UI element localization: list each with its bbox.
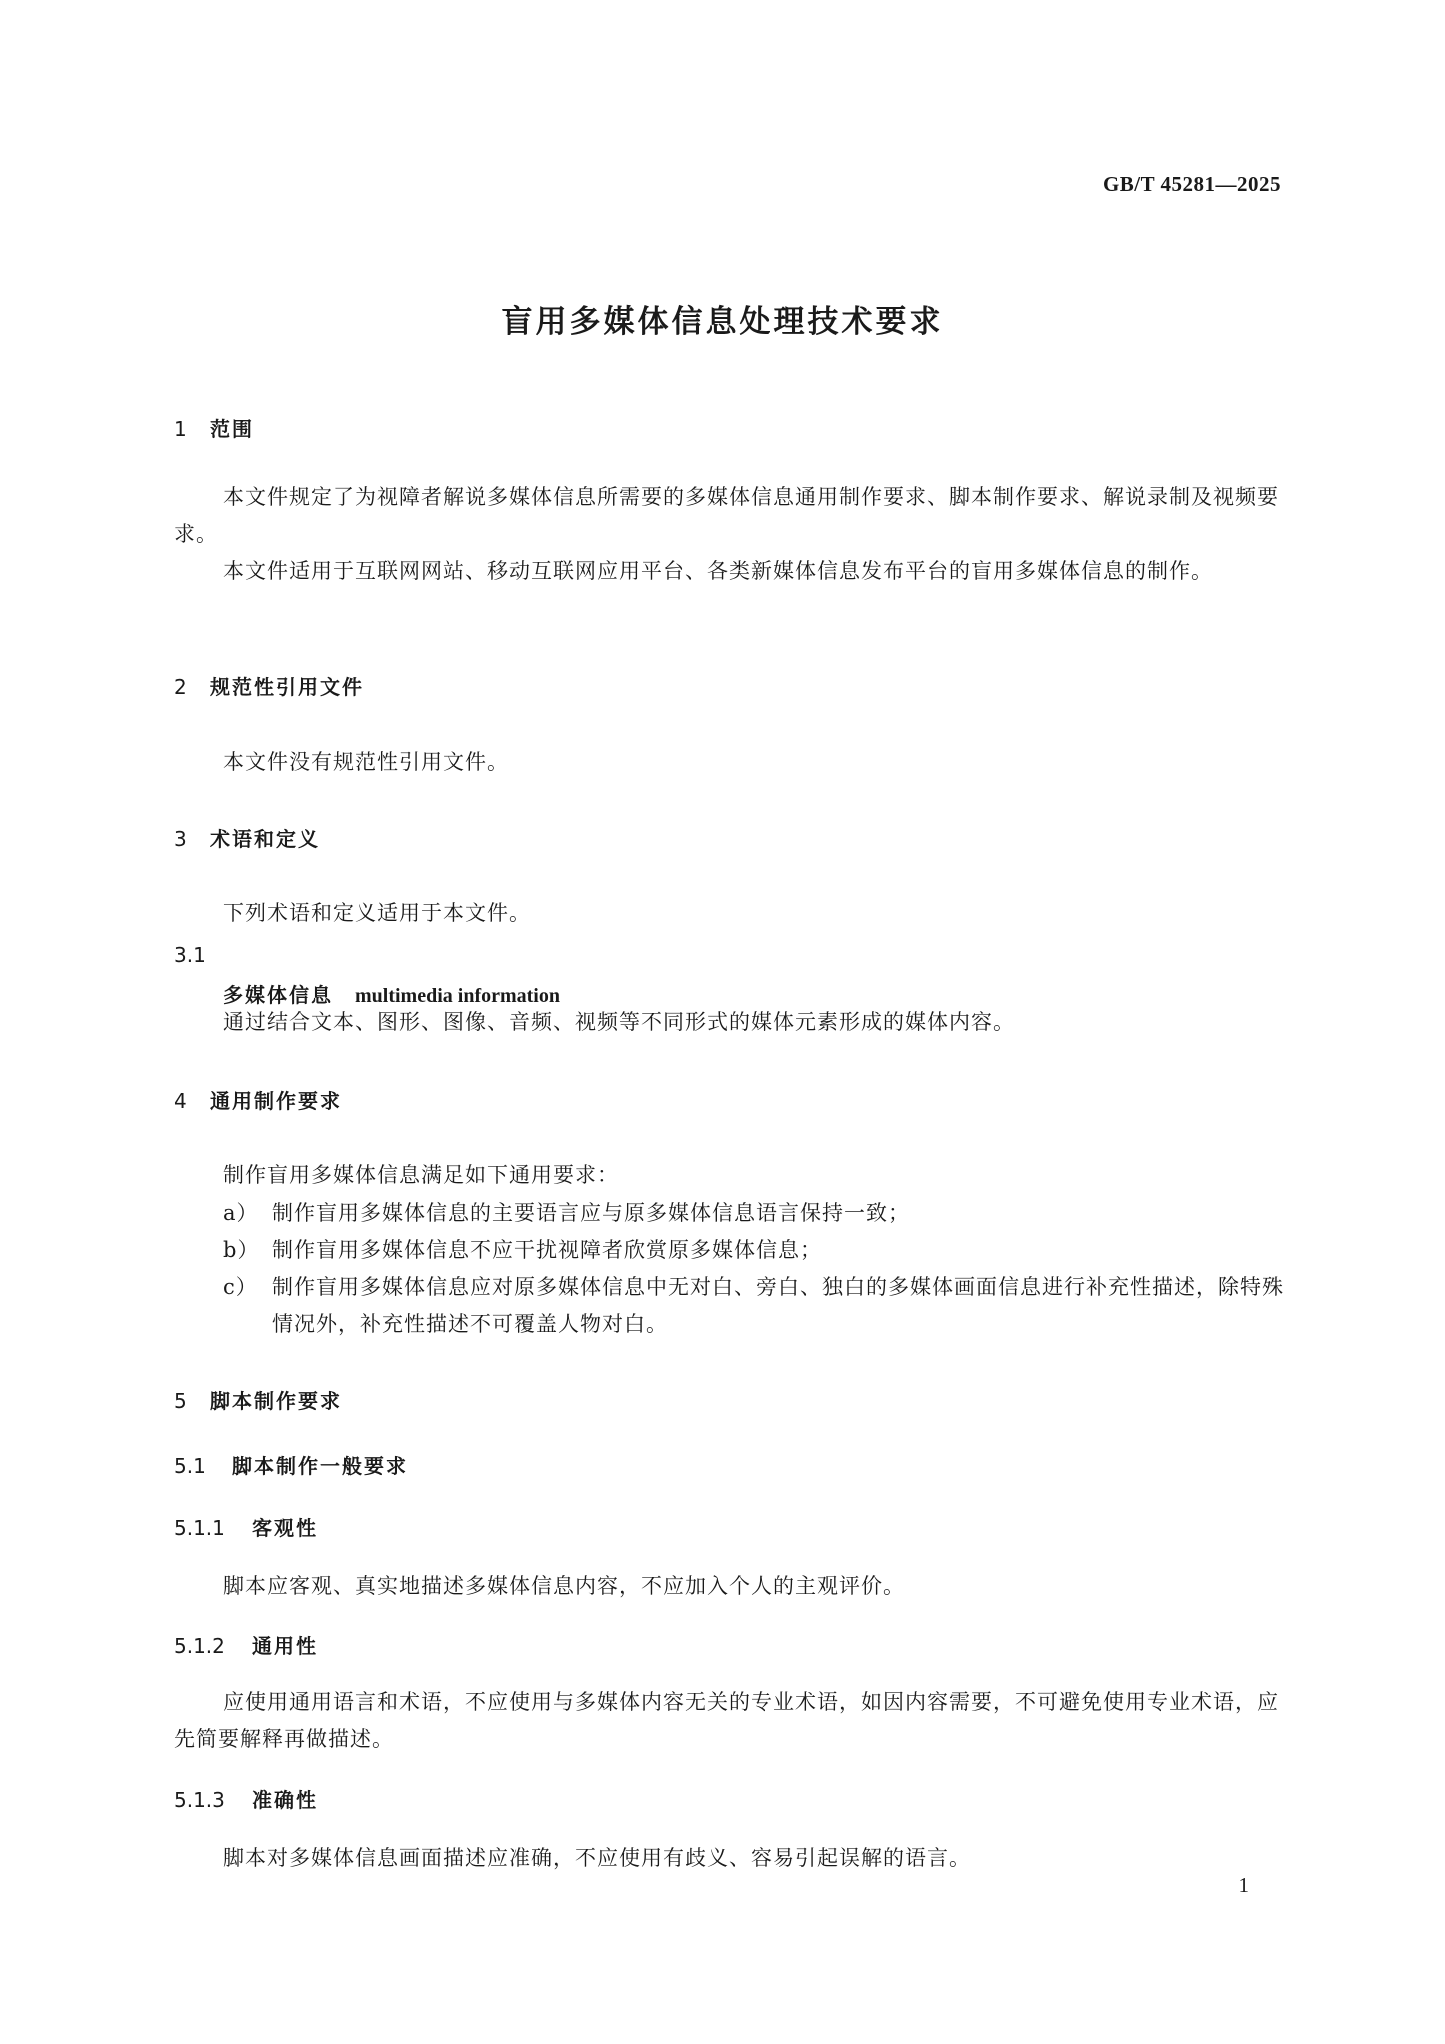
section-title: 脚本制作一般要求 [232,1454,408,1478]
document-title: 盲用多媒体信息处理技术要求 [501,304,944,340]
generality-paragraph: 应使用通用语言和术语，不应使用与多媒体内容无关的专业术语，如因内容需要，不可避免使用专业术语，应先简要解释再做描述。 [174,1690,1279,1751]
section-number: 2 [174,675,187,699]
section-5-heading [174,1385,342,1414]
section-title: 规范性引用文件 [210,675,364,699]
section-5-1-1-heading [174,1512,318,1541]
list-text: 制作盲用多媒体信息的主要语言应与原多媒体信息语言保持一致； [272,1201,910,1225]
section-5-1-heading [174,1450,408,1479]
list-marker: b） [223,1238,260,1262]
section-title: 范围 [210,417,254,441]
list-marker: c） [223,1275,258,1299]
section-number: 5.1.1 [174,1516,225,1540]
list-item [223,1269,1286,1343]
section-number: 3 [174,827,187,851]
list-marker: a） [223,1201,259,1225]
term-number: 3.1 [174,943,206,967]
objectivity-paragraph: 脚本应客观、真实地描述多媒体信息内容，不应加入个人的主观评价。 [223,1574,905,1598]
term-chinese: 多媒体信息 [223,983,333,1007]
section-title: 准确性 [252,1788,318,1812]
section-title: 脚本制作要求 [210,1389,342,1413]
section-2-heading [174,671,364,700]
section-number: 5.1 [174,1454,206,1478]
section-4-heading [174,1085,342,1114]
section-title: 通用制作要求 [210,1089,342,1113]
list-text: 制作盲用多媒体信息不应干扰视障者欣赏原多媒体信息； [272,1238,822,1262]
terms-intro-paragraph: 下列术语和定义适用于本文件。 [223,901,531,925]
general-requirements-intro: 制作盲用多媒体信息满足如下通用要求： [223,1163,619,1187]
section-title: 术语和定义 [210,827,320,851]
accuracy-paragraph: 脚本对多媒体信息画面描述应准确，不应使用有歧义、容易引起误解的语言。 [223,1846,971,1870]
page-number: 1 [1238,1873,1249,1897]
section-5-1-3-heading [174,1784,318,1813]
list-item [223,1195,1286,1232]
normative-references-paragraph: 本文件没有规范性引用文件。 [223,750,509,774]
section-number: 1 [174,417,187,441]
section-number: 4 [174,1089,187,1113]
standard-code: GB/T 45281—2025 [1102,172,1281,196]
section-number: 5 [174,1389,187,1413]
section-title: 通用性 [252,1634,318,1658]
section-title: 客观性 [252,1516,318,1540]
list-item [223,1232,1286,1269]
section-5-1-2-heading [174,1630,318,1659]
list-text: 制作盲用多媒体信息应对原多媒体信息中无对白、旁白、独白的多媒体画面信息进行补充性描述，除特殊情况外，补充性描述不可覆盖人物对白。 [272,1275,1284,1336]
scope-paragraph-2: 本文件适用于互联网网站、移动互联网应用平台、各类新媒体信息发布平台的盲用多媒体信息的制作。 [223,559,1213,583]
term-definition: 通过结合文本、图形、图像、音频、视频等不同形式的媒体元素形成的媒体内容。 [223,1010,1015,1034]
scope-paragraph-1: 本文件规定了为视障者解说多媒体信息所需要的多媒体信息通用制作要求、脚本制作要求、解说录制及视频要求。 [174,485,1279,546]
section-3-heading [174,823,320,852]
section-number: 5.1.3 [174,1788,225,1812]
section-1-heading [174,413,254,442]
term-english: multimedia information [355,985,560,1007]
section-number: 5.1.2 [174,1634,225,1658]
